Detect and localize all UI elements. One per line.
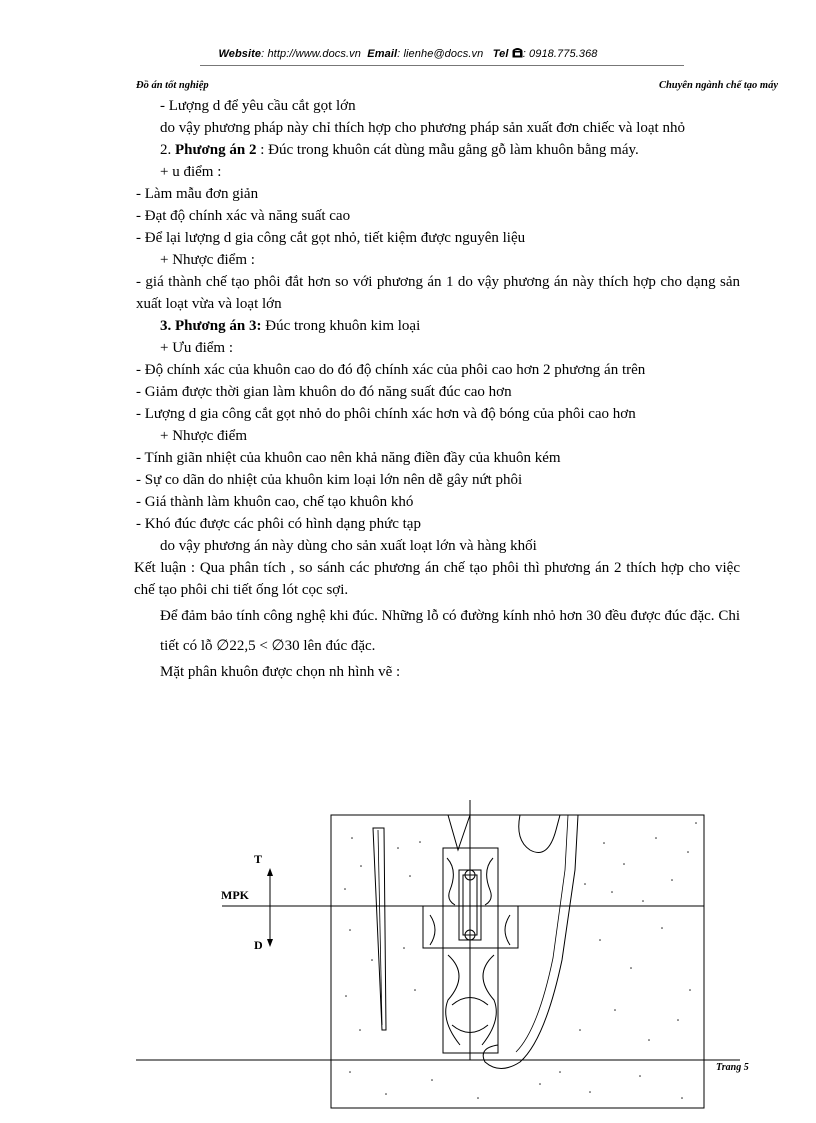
option-3-title: 3. Phương án 3:: [160, 318, 262, 334]
casting-body: [443, 848, 498, 1053]
header-right-title: Chuyên ngành chế tạo máy: [658, 80, 778, 91]
advantages-label: + u điểm :: [160, 164, 222, 180]
list-item: - Giá thành làm khuôn cao, chế tạo khuôn khó: [136, 494, 414, 510]
riser: [519, 815, 560, 853]
text-line: do vậy phương án này dùng cho sản xuất loạt lớn và hàng khối: [160, 538, 537, 554]
list-item: - Để lại lượng d gia công cắt gọt nhỏ, tiết kiệm được nguyên liệu: [136, 230, 526, 246]
diameter-icon: ∅: [216, 638, 230, 654]
option-2-title: Phương án 2: [175, 142, 257, 158]
text-line: Mặt phân khuôn được chọn nh hình vẽ :: [160, 664, 401, 680]
header-left-title: Đồ án tốt nghiệp: [136, 80, 209, 91]
text-paragraph: do vậy phương pháp này chỉ thích hợp cho phương pháp sản xuất đơn chiếc và loạt nhỏ: [160, 120, 685, 136]
disadvantages-label: + Nhược điểm :: [160, 252, 255, 268]
list-item: - giá thành chế tạo phôi đắt hơn so với phương án 1 do vậy phương án này thích hợp cho dạng sản xuất loạt vừa và loạt lớn: [136, 274, 740, 312]
text-line: - Lượng d để yêu cầu cắt gọt lớn: [160, 98, 356, 114]
text-paragraph: Để đảm bảo tính công nghệ khi đúc. Những lỗ có đường kính nhỏ hơn 30 đều được đúc đặc. Chi tiết có lỗ ∅22,5 < ∅30 lên đúc đặc.: [160, 608, 740, 654]
document-body: [136, 95, 740, 683]
tel-label: Tel: [492, 48, 509, 60]
diameter-icon: ∅: [271, 638, 285, 654]
header-rule: [200, 65, 684, 66]
list-item: - Khó đúc được các phôi có hình dạng phức tạp: [136, 516, 421, 532]
list-item: - Giảm được thời gian làm khuôn do đó năng suất đúc cao hơn: [136, 384, 512, 400]
phone-icon: [512, 48, 523, 58]
label-top: T: [254, 852, 263, 866]
website-url[interactable]: : http://www.docs.vn: [261, 48, 361, 60]
email-value[interactable]: : lienhe@docs.vn: [397, 48, 484, 60]
sand-texture: [344, 822, 697, 1099]
sprue: [373, 828, 386, 1030]
disadvantages-label: + Nhược điểm: [160, 428, 248, 444]
option-3-heading: 3. Phương án 3: Đúc trong khuôn kim loại: [160, 318, 421, 334]
advantages-label: + Ưu điểm :: [160, 340, 234, 356]
list-item: - Tính giãn nhiệt của khuôn cao nên khả năng điền đầy của khuôn kém: [136, 450, 561, 466]
list-item: - Sự co dãn do nhiệt của khuôn kim loại lớn nên dễ gây nứt phôi: [136, 472, 523, 488]
label-bottom: D: [254, 938, 263, 952]
list-item: - Độ chính xác của khuôn cao do đó độ chính xác của phôi cao hơn 2 phương án trên: [136, 362, 646, 378]
label-mpk: MPK: [221, 888, 249, 902]
mold-frame: [331, 815, 704, 1108]
tel-value: : 0918.775.368: [522, 48, 598, 60]
option-2-heading: 2. Phương án 2 : Đúc trong khuôn cát dùng mẫu gằng gỗ làm khuôn bằng máy.: [160, 142, 639, 158]
list-item: - Đạt độ chính xác và năng suất cao: [136, 208, 351, 224]
conclusion: Kết luận : Qua phân tích , so sánh các phương án chế tạo phôi thì phương án 2 thích hợp cho việc chế tạo phôi chi tiết ống lót cọc sợi.: [134, 560, 740, 598]
list-item: - Làm mẫu đơn giản: [136, 186, 259, 202]
website-label: Website: [218, 48, 262, 60]
list-item: - Lượng d gia công cắt gọt nhỏ do phôi chính xác hơn và độ bóng của phôi cao hơn: [136, 406, 636, 422]
email-label: Email: [367, 48, 398, 60]
header-contact: [0, 48, 816, 60]
page-number: Trang 5: [716, 1062, 749, 1073]
